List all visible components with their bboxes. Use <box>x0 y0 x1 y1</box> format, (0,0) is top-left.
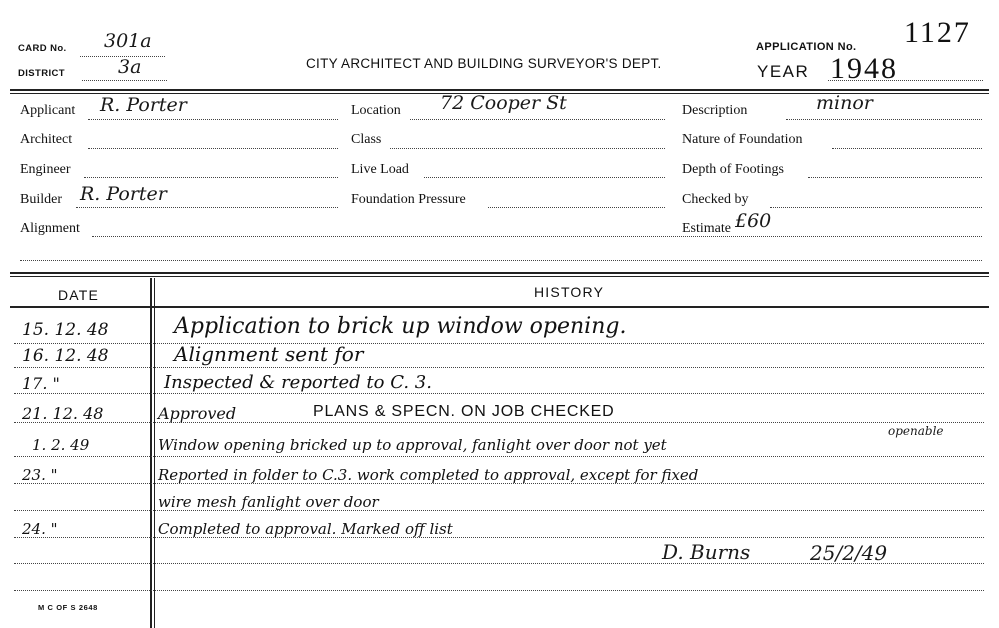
depth-of-footings-line <box>808 177 982 178</box>
year-line <box>828 80 983 81</box>
builder-line <box>76 207 338 208</box>
row-line-10 <box>14 590 984 591</box>
alignment-line-2 <box>20 260 982 261</box>
engineer-label: Engineer <box>20 162 71 177</box>
signature: D. Burns <box>662 540 751 564</box>
engineer-line <box>84 177 338 178</box>
table-row-date: 16. 12. 48 <box>22 346 109 366</box>
district-value: 3a <box>118 56 142 78</box>
table-row-date: 24. " <box>22 520 58 538</box>
architect-label: Architect <box>20 132 73 147</box>
district-line <box>82 80 167 81</box>
table-top-rule <box>10 272 989 274</box>
card-no-value: 301a <box>104 30 152 52</box>
table-row-history: Inspected & reported to C. 3. <box>164 372 432 393</box>
table-row-date: 17. " <box>22 374 60 393</box>
applicant-label: Applicant <box>20 103 76 118</box>
nature-of-foundation-label: Nature of Foundation <box>682 132 803 147</box>
row-line-1 <box>14 343 984 344</box>
table-row-history: Completed to approval. Marked off list <box>158 520 453 538</box>
location-line <box>410 119 665 120</box>
description-line <box>786 119 982 120</box>
location-label: Location <box>351 103 401 118</box>
year-label: YEAR <box>757 62 810 81</box>
table-row-date: 15. 12. 48 <box>22 320 109 340</box>
row-line-2 <box>14 367 984 368</box>
column-divider <box>150 278 152 628</box>
live-load-label: Live Load <box>351 162 409 177</box>
location-value: 72 Cooper St <box>440 92 567 114</box>
top-rule <box>10 89 989 91</box>
estimate-value: £60 <box>735 210 772 232</box>
applicant-value: R. Porter <box>100 94 187 116</box>
alignment-label: Alignment <box>20 221 80 236</box>
row-line-3 <box>14 393 984 394</box>
department-title: CITY ARCHITECT AND BUILDING SURVEYOR'S DEPT. <box>306 56 662 71</box>
estimate-label: Estimate <box>682 221 731 236</box>
table-row-history: Approved <box>158 404 237 423</box>
card-no-label: CARD No. <box>18 43 67 54</box>
signature-date: 25/2/49 <box>810 541 888 565</box>
builder-label: Builder <box>20 192 62 207</box>
history-header: HISTORY <box>534 284 605 300</box>
application-value: 1127 <box>904 16 971 49</box>
column-divider-2 <box>154 278 155 628</box>
header-rule <box>10 306 989 308</box>
live-load-line <box>424 177 665 178</box>
table-row-history: Alignment sent for <box>174 342 364 366</box>
description-value: minor <box>816 92 873 114</box>
builder-value: R. Porter <box>80 183 167 205</box>
plans-checked-stamp: PLANS & SPECN. ON JOB CHECKED <box>313 403 615 420</box>
checked-by-label: Checked by <box>682 192 749 207</box>
description-label: Description <box>682 103 748 118</box>
class-line <box>390 148 665 149</box>
application-label: APPLICATION No. <box>756 41 857 53</box>
foundation-pressure-line <box>488 207 665 208</box>
date-header: DATE <box>58 287 100 303</box>
foundation-pressure-label: Foundation Pressure <box>351 192 466 207</box>
table-row-date: 1. 2. 49 <box>32 436 90 454</box>
openable-annotation: openable <box>888 424 944 438</box>
district-label: DISTRICT <box>18 68 66 79</box>
table-top-rule-2 <box>10 276 989 277</box>
class-label: Class <box>351 132 382 147</box>
table-row-date: 23. " <box>22 466 58 484</box>
table-row-history: wire mesh fanlight over door <box>158 493 379 511</box>
year-value: 1948 <box>830 52 898 85</box>
nature-of-foundation-line <box>832 148 982 149</box>
table-row-date: 21. 12. 48 <box>22 404 104 423</box>
table-row-history: Reported in folder to C.3. work completed to approval, except for fixed <box>158 466 699 484</box>
table-row-history: Application to brick up window opening. <box>174 314 627 339</box>
architect-line <box>88 148 338 149</box>
applicant-line <box>88 119 338 120</box>
table-row-history: Window opening bricked up to approval, fanlight over door not yet <box>158 436 667 454</box>
alignment-line <box>92 236 982 237</box>
form-code: M C OF S 2648 <box>38 603 98 612</box>
depth-of-footings-label: Depth of Footings <box>682 162 784 177</box>
checked-by-line <box>770 207 982 208</box>
row-line-5 <box>14 456 984 457</box>
